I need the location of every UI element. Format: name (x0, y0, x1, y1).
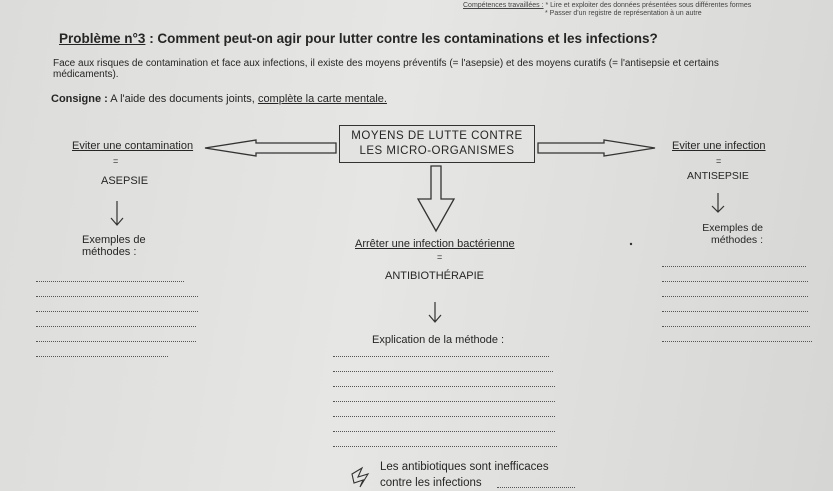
problem-question: : Comment peut-on agir pour lutter contre les contaminations et les infections? (145, 31, 658, 46)
answer-line[interactable] (662, 296, 808, 297)
lightning-icon (352, 468, 368, 487)
answer-line[interactable] (662, 281, 808, 282)
left-examples: Exemples de méthodes : (82, 234, 146, 258)
answer-line[interactable] (333, 356, 549, 357)
problem-label: Problème n°3 (59, 31, 146, 46)
bottom-equals: = (437, 252, 443, 262)
answer-line[interactable] (36, 341, 196, 342)
answer-line[interactable] (662, 266, 806, 267)
down-arrow (418, 166, 454, 231)
small-arrows (111, 193, 724, 322)
left-arrow (205, 140, 336, 156)
consigne-emphasis: complète la carte mentale. (257, 93, 387, 105)
answer-line[interactable] (333, 431, 555, 432)
answer-line[interactable] (333, 401, 555, 402)
right-equals: = (716, 156, 722, 166)
answer-line[interactable] (36, 311, 198, 312)
center-node (339, 125, 535, 163)
answer-line[interactable] (662, 326, 810, 327)
answer-line[interactable] (662, 311, 808, 312)
center-line-1: MOYENS DE LUTTE CONTRE (351, 130, 523, 142)
footer-line-1: Les antibiotiques sont inefficaces (380, 461, 549, 473)
right-examples: Exemples de méthodes : (702, 222, 763, 246)
answer-line[interactable] (333, 371, 553, 372)
left-title: Eviter une contamination (72, 140, 194, 152)
left-equals: = (113, 156, 119, 166)
competence-2: * Passer d'un registre de représentation à un autre (545, 10, 702, 17)
left-term: ASEPSIE (101, 175, 149, 187)
consigne-label: Consigne : (51, 93, 108, 105)
answer-line[interactable] (36, 326, 196, 327)
bottom-title: Arrêter une infection bactérienne (355, 238, 515, 250)
consigne-text: A l'aide des documents joints, (107, 93, 258, 105)
footer-line-2-text: contre les infections (380, 477, 482, 489)
answer-line[interactable] (36, 356, 168, 357)
answer-line[interactable] (333, 416, 555, 417)
right-term: ANTISEPSIE (687, 170, 749, 182)
bottom-explanation: Explication de la méthode : (372, 334, 505, 346)
bottom-term: ANTIBIOTHÉRAPIE (385, 270, 485, 282)
answer-line[interactable] (333, 386, 555, 387)
competence-1: * Lire et exploiter des données présentées sous différentes formes (545, 2, 752, 9)
center-line-2: LES MICRO-ORGANISMES (359, 145, 515, 157)
answer-line[interactable] (333, 446, 557, 447)
right-title: Eviter une infection (672, 140, 766, 152)
footer-line-2 (380, 477, 482, 489)
competences-label: Compétences travaillées : (463, 2, 544, 9)
answer-line[interactable] (497, 487, 575, 488)
answer-line[interactable] (36, 296, 198, 297)
answer-line[interactable] (662, 341, 812, 342)
right-arrow (538, 140, 655, 156)
answer-line[interactable] (36, 281, 184, 282)
intro-paragraph: Face aux risques de contamination et face aux infections, il existe des moyens préventifs (= l'asepsie) et des moyens curatifs (= l'antisepsie et certains médicaments). (53, 58, 719, 80)
